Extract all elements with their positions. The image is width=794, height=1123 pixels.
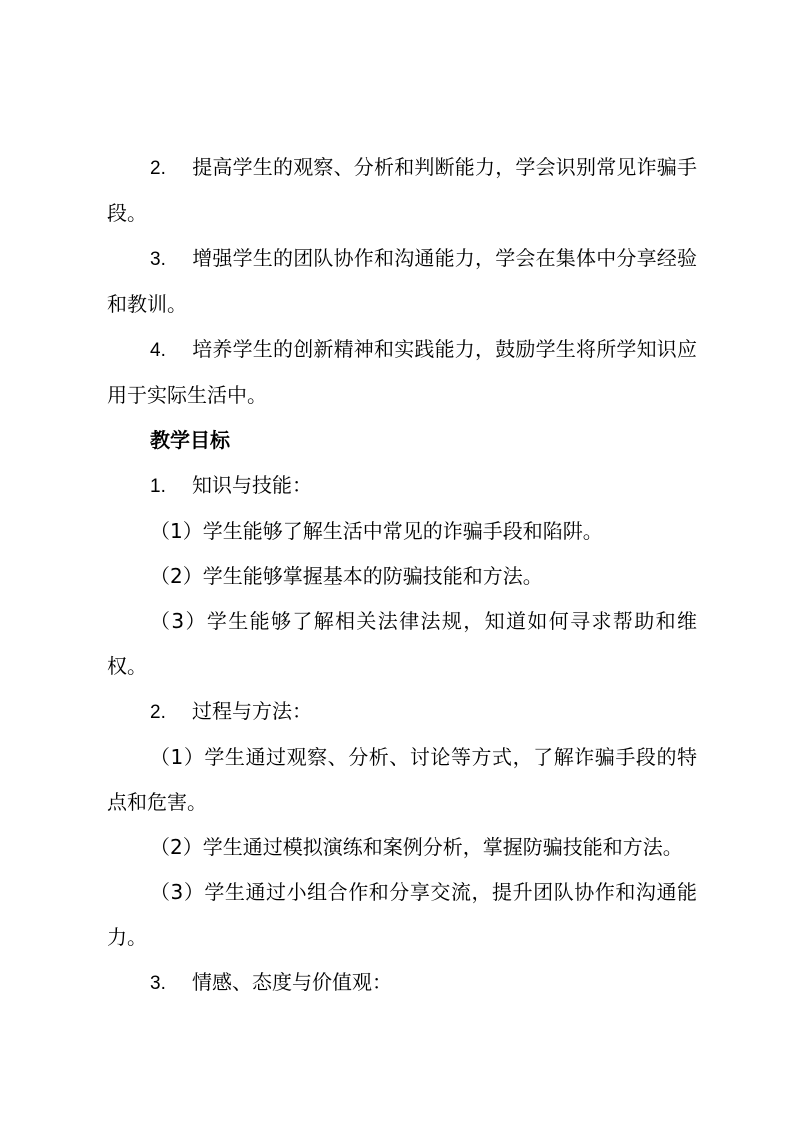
objective-process-title — [107, 689, 697, 735]
list-text: 提高学生的观察、分析和判断能力，学会识别常见诈骗手段。 — [107, 155, 697, 225]
list-number: 3. — [150, 973, 166, 994]
process-item-3: （3）学生通过小组合作和分享交流，提升团队协作和沟通能力。 — [107, 880, 697, 949]
list-text: 增强学生的团队协作和沟通能力，学会在集体中分享经验和教训。 — [107, 246, 697, 316]
knowledge-item-1: （1）学生能够了解生活中常见的诈骗手段和陷阱。 — [150, 519, 603, 543]
process-item-1: （1）学生通过观察、分析、讨论等方式，了解诈骗手段的特点和危害。 — [107, 745, 697, 814]
list-item-goal-2 — [107, 145, 697, 236]
knowledge-item-3: （3）学生能够了解相关法律法规，知道如何寻求帮助和维权。 — [107, 609, 697, 678]
list-item-goal-4 — [107, 327, 697, 418]
list-item-goal-3 — [107, 236, 697, 327]
list-text: 培养学生的创新精神和实践能力，鼓励学生将所学知识应用于实际生活中。 — [107, 337, 697, 407]
list-text: 知识与技能： — [192, 473, 312, 497]
list-number: 4. — [150, 340, 166, 361]
section-heading: 教学目标 — [150, 428, 230, 452]
document-body — [107, 145, 697, 1006]
process-item-2: （2）学生通过模拟演练和案例分析，掌握防骗技能和方法。 — [150, 835, 683, 859]
knowledge-item-2: （2）学生能够掌握基本的防骗技能和方法。 — [150, 564, 543, 588]
list-number: 2. — [150, 702, 166, 723]
list-number: 3. — [150, 249, 166, 270]
list-number: 2. — [150, 158, 166, 179]
list-number: 1. — [150, 476, 166, 497]
list-text: 情感、态度与价值观： — [192, 970, 392, 994]
objective-knowledge-title — [107, 463, 697, 509]
objective-attitude-title — [107, 960, 697, 1006]
list-text: 过程与方法： — [192, 699, 312, 723]
